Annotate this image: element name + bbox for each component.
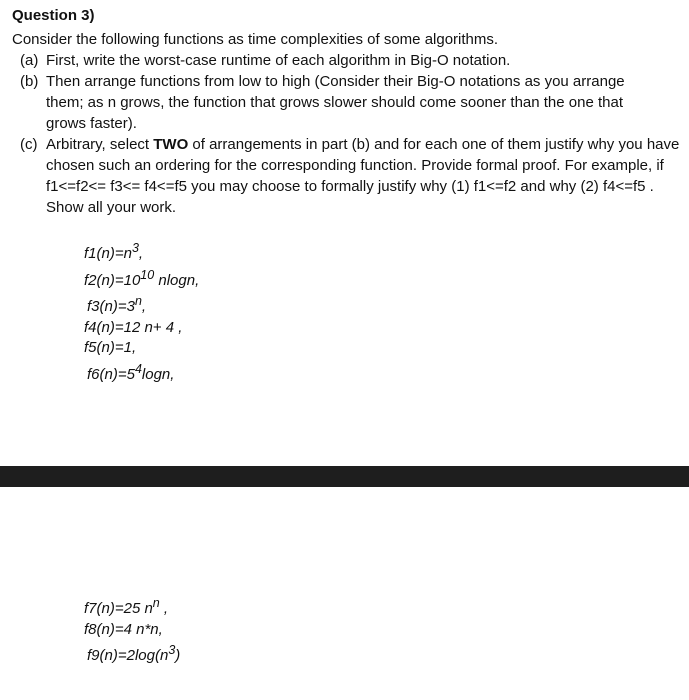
part-c-text-before: Arbitrary, select [46, 136, 154, 153]
function-f6: $f6(n)=5^4\log n$, [87, 361, 175, 383]
function-f5: f5(n)=1, [84, 339, 137, 356]
part-c-label: (c) [20, 136, 38, 153]
function-f7: f7(n)=25 $n^n$ , [84, 596, 169, 617]
part-b-label: (b) [20, 73, 39, 90]
divider-bar [0, 466, 689, 487]
function-f8: f8(n)=4 n*n, [84, 620, 163, 638]
part-b-text: Then arrange functions from low to high (Consider their Big-O notations as you arrange them; as n grows, the function that grows slower should come sooner than the one that grows faster). [46, 73, 625, 132]
part-a [20, 50, 680, 71]
function-f3: $f3(n)=3^n$, [87, 294, 147, 315]
function-f2: $f2(n)=10^{10}$ nlogn, [84, 267, 200, 289]
function-f4: f4(n)=12 n+ 4 , [84, 318, 183, 336]
question-intro: Consider the following functions as time complexities of some algorithms. [12, 31, 499, 48]
functions-list-1 [84, 238, 199, 385]
part-a-label: (a) [20, 52, 39, 69]
question-title: Question 3) [12, 7, 95, 24]
function-f9: $f9(n)=2\log(n^3)$ [87, 643, 181, 664]
part-c-text [46, 134, 682, 218]
function-f1: $f1(n)=n^3$, [84, 241, 144, 262]
part-c [20, 134, 682, 218]
part-b [20, 71, 654, 134]
part-a-text: First, write the worst-case runtime of each algorithm in Big-O notation. [46, 52, 511, 69]
functions-list-2 [84, 593, 180, 667]
part-c-text-after: of arrangements in part (b) and for each one of them justify why you have chosen such an ordering for the corresponding function. Provide formal proof. For example, if f1<=f2<= f3<= f4<=f5 you may choose to formally justify why (1) f1<=f2 and why (2) f4<=f5 . Show all your work. [46, 136, 680, 216]
part-c-text-bold: TWO [153, 136, 189, 153]
